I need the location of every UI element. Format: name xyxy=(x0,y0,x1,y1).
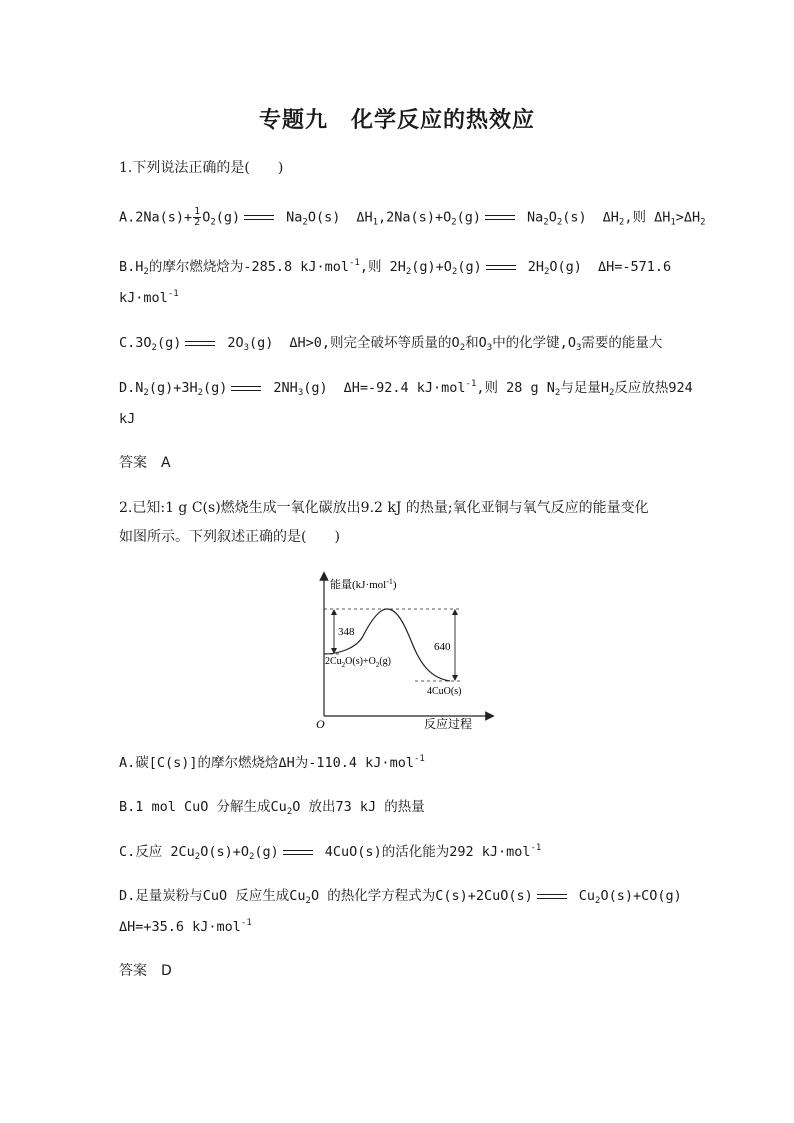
page-title: 专题九 化学反应的热效应 xyxy=(258,108,535,133)
q1-option-d-line2: kJ xyxy=(119,411,136,427)
activation-energy-label: 348 xyxy=(338,626,355,638)
fraction-one-half: $\frac{1}{2}$ xyxy=(194,206,201,228)
q2-option-a: A.碳[C(s)]的摩尔燃烧焓ΔH为-110.4 kJ·mol$^{-1}$ xyxy=(119,754,425,771)
enthalpy-change-label: 640 xyxy=(434,641,451,653)
q1-option-b-line2: kJ·mol$^{-1}$ xyxy=(119,289,179,306)
equals-sign-icon xyxy=(537,894,567,899)
q1-option-d: $D.N_2(g)+3H_2(g)$ $2NH_3(g)$ ΔH=-92.4 kJ·mol$^{-1}$,则 28 g $N_2$与足量$H_2$反应放热924 xyxy=(119,379,693,398)
q1-option-b: $B.H_2$的摩尔燃烧焓为-285.8 kJ·mol$^{-1}$,则 $2H_2(g)+O_2(g)$ $2H_2O(g)$ ΔH=-571.6 xyxy=(119,258,672,277)
q2-answer: 答案 D xyxy=(119,963,172,979)
product-label: 4CuO(s) xyxy=(427,686,462,697)
q1-option-c: $C.3O_2(g)$ $2O_3(g)$ ΔH>0,则完全破坏等质量的$O_2$和$O_3$中的化学键$,O_3$需要的能量大 xyxy=(119,335,663,353)
equals-sign-icon xyxy=(231,386,261,391)
q1-answer: 答案 A xyxy=(119,455,171,471)
q2-stem-line1: 2.已知:1 g C(s)燃烧生成一氧化碳放出9.2 kJ 的热量;氧化亚铜与氧气反应的能量变化 xyxy=(119,500,649,516)
y-axis-label: 能量(kJ·mol$^{-1}$) xyxy=(330,577,397,591)
equals-sign-icon xyxy=(185,341,215,346)
q1-stem: 1.下列说法正确的是( ) xyxy=(119,160,284,176)
q2-option-c: C.反应 $2Cu_2O(s)+O_2(g)$ 4CuO(s)的活化能为292 kJ·mol$^{-1}$ xyxy=(119,843,542,862)
equals-sign-icon xyxy=(485,215,515,220)
q2-option-b: B.1 mol CuO 分解生成$Cu_2O$ 放出73 kJ 的热量 xyxy=(119,799,425,817)
equals-sign-icon xyxy=(486,265,516,270)
q2-stem-line2: 如图所示。下列叙述正确的是( ) xyxy=(119,529,340,545)
q1-option-a: A.2Na(s)+ $\frac{1}{2}$ $O_2(g)$ $Na_2O(s)$ $\Delta H_1,2Na(s)+O_2(g)$ $Na_2O_2(s)$ $\Delta H_2$,则 $\Delta H_1>\Delta H_2$ xyxy=(119,206,706,228)
equals-sign-icon xyxy=(283,850,313,855)
energy-diagram xyxy=(300,568,500,730)
origin-label: O xyxy=(316,717,325,730)
reactant-label: $2Cu_2O(s)+O_2(g)$ xyxy=(325,656,391,669)
x-axis-label: 反应过程 xyxy=(424,717,473,730)
q2-option-d: D.足量炭粉与CuO 反应生成$Cu_2O$ 的热化学方程式为C(s)+2CuO(s) $Cu_2O(s)+CO(g)$ xyxy=(119,888,682,906)
reaction-energy-curve xyxy=(324,609,450,681)
equals-sign-icon xyxy=(244,215,274,220)
q2-option-d-line2: ΔH=+35.6 kJ·mol$^{-1}$ xyxy=(119,918,252,935)
